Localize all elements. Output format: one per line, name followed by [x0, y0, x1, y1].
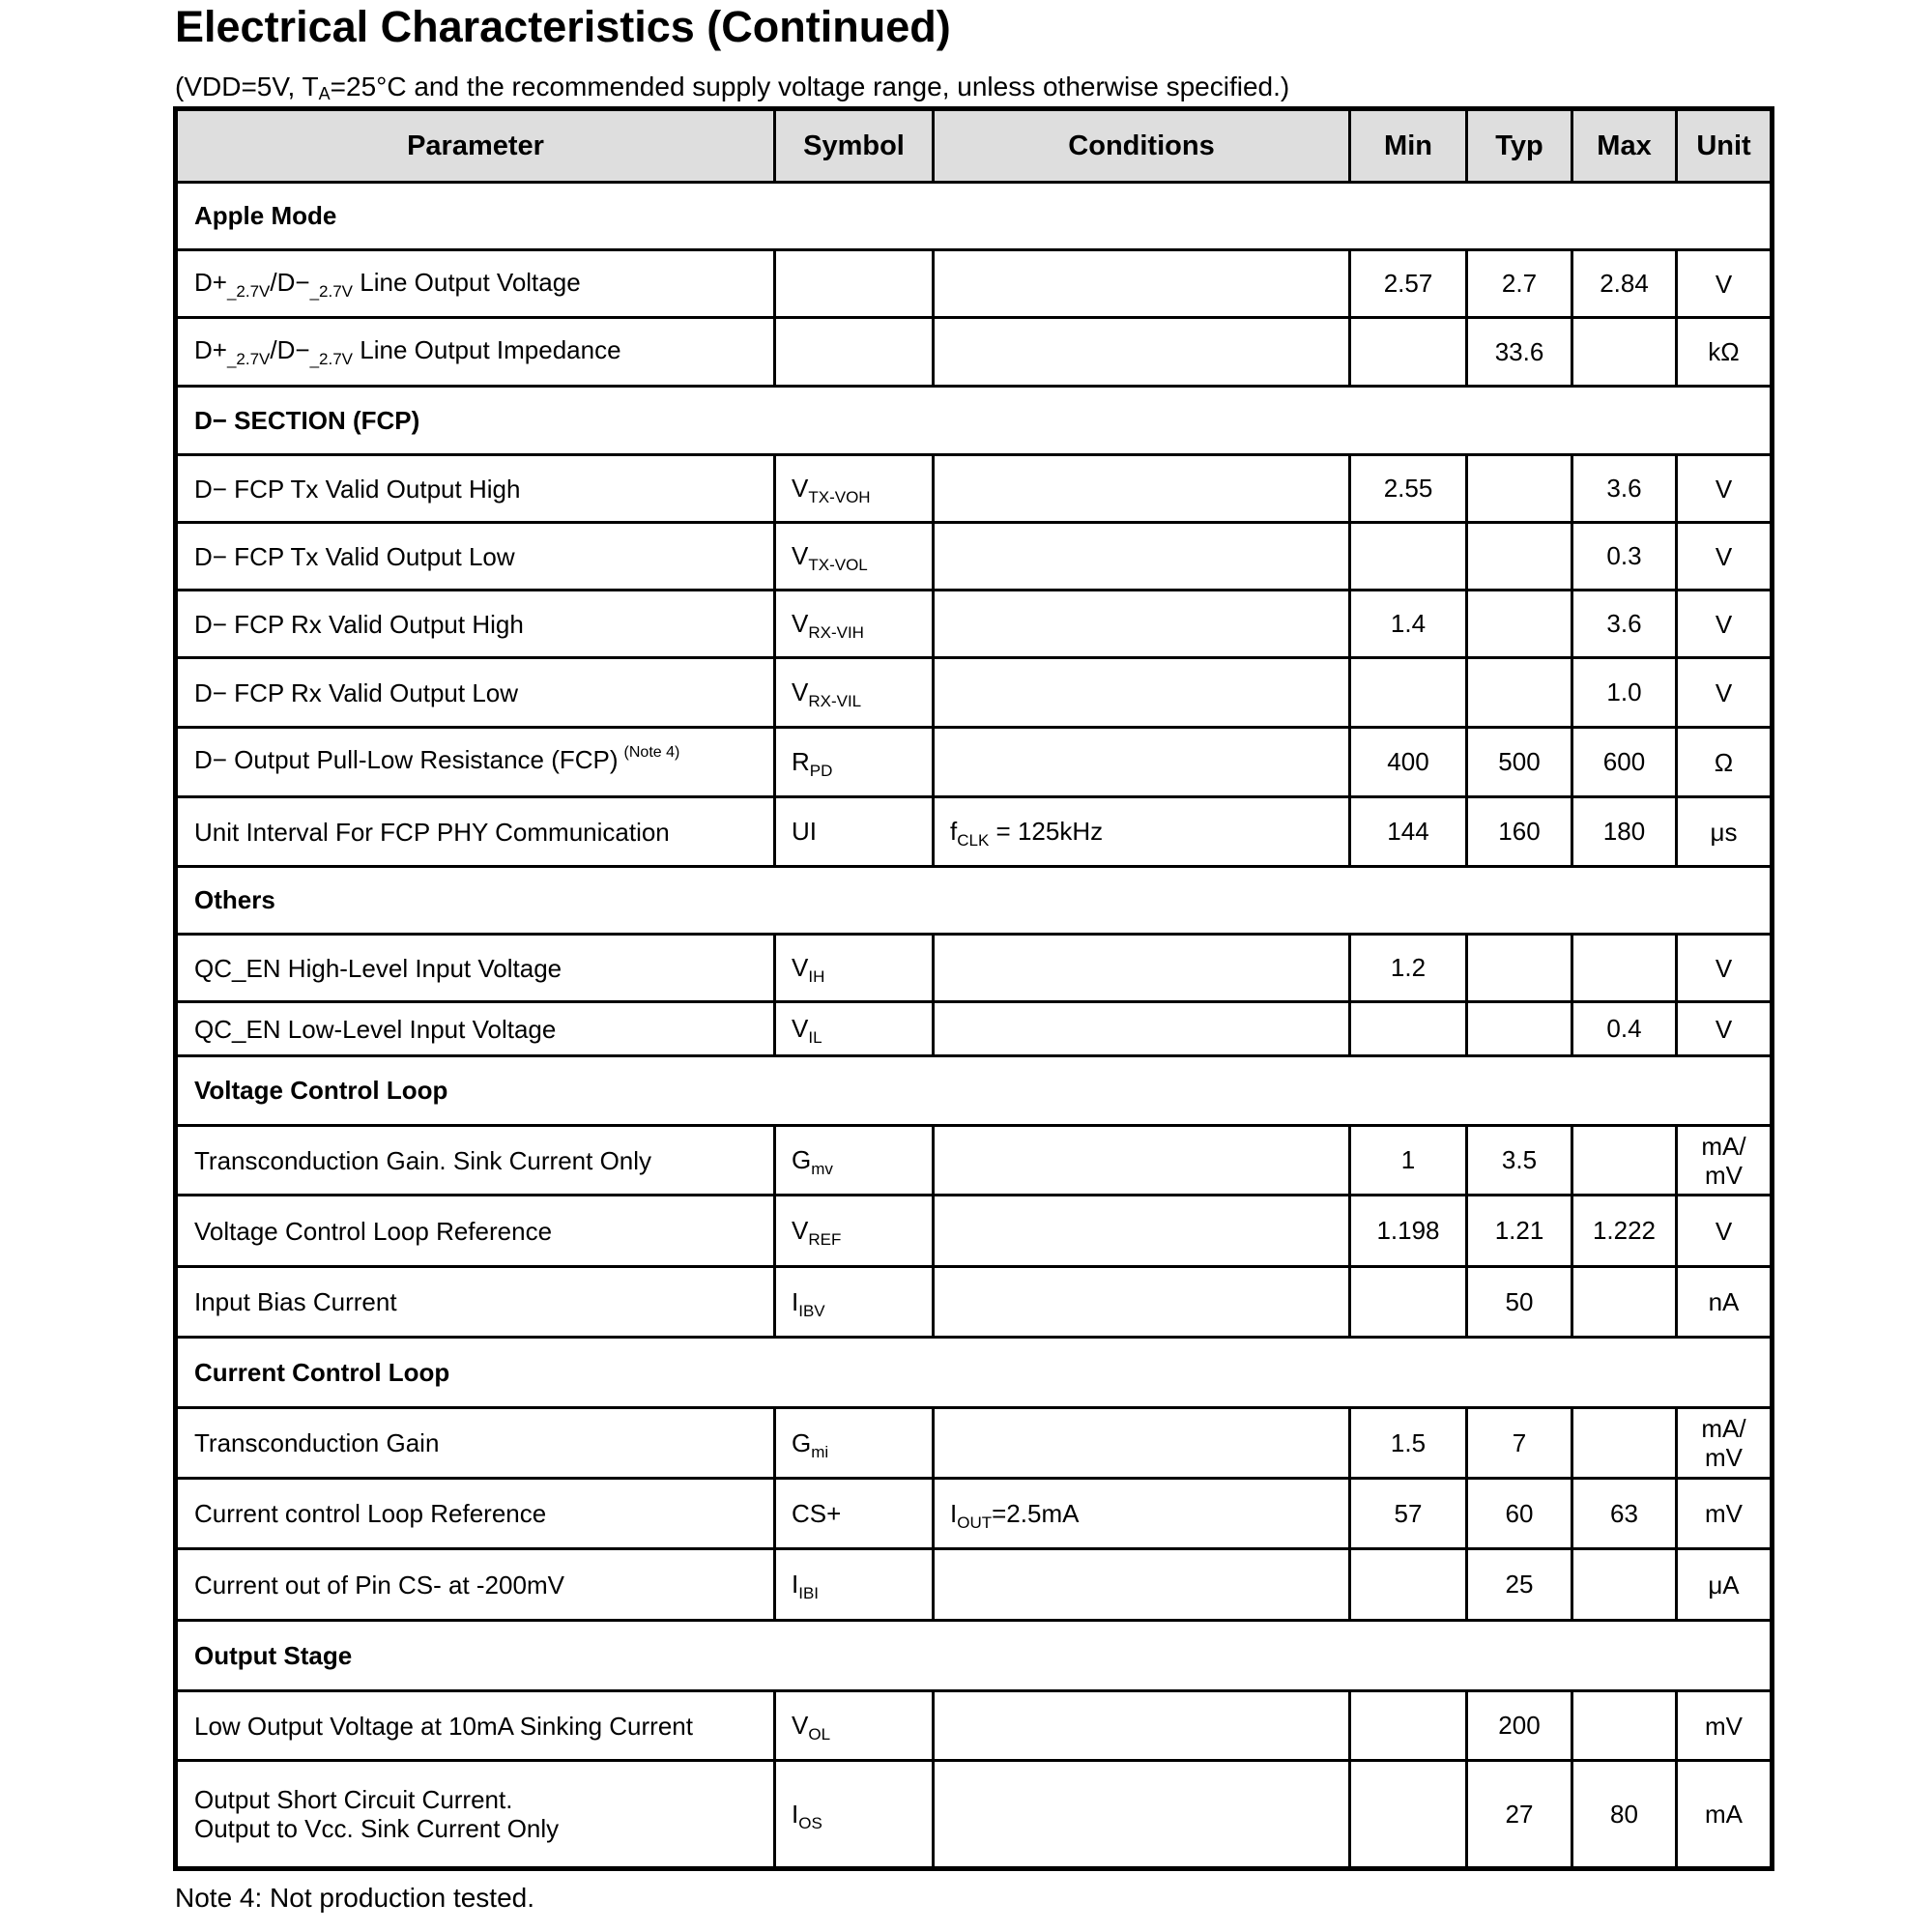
- param-text: /D−: [270, 267, 310, 297]
- symbol-cell: [775, 523, 934, 591]
- unit-cell: Ω: [1677, 728, 1773, 797]
- table-row: [176, 1479, 1773, 1549]
- symbol-cell: [775, 1549, 934, 1621]
- unit-cell: V: [1677, 591, 1773, 658]
- typ-cell: [1467, 523, 1572, 591]
- condition-text: =2.5mA: [992, 1498, 1080, 1528]
- typ-cell: 27: [1467, 1761, 1572, 1869]
- symbol-subscript: PD: [809, 762, 833, 780]
- max-cell: [1572, 1408, 1677, 1479]
- typ-cell: 500: [1467, 728, 1572, 797]
- symbol-text: G: [792, 1145, 812, 1174]
- symbol-cell: [775, 1408, 934, 1479]
- typ-cell: 200: [1467, 1691, 1572, 1761]
- param-line-2: Output to Vcc. Sink Current Only: [194, 1814, 560, 1843]
- footnote: Note 4: Not production tested.: [175, 1883, 534, 1913]
- symbol-text: I: [792, 1570, 799, 1599]
- min-cell: 1.5: [1350, 1408, 1467, 1479]
- max-cell: 63: [1572, 1479, 1677, 1549]
- table-row: [176, 1267, 1773, 1338]
- max-cell: [1572, 935, 1677, 1002]
- conditions-subtitle: [175, 72, 1289, 104]
- unit-cell: V: [1677, 658, 1773, 728]
- param-cell: QC_EN High-Level Input Voltage: [176, 935, 775, 1002]
- symbol-subscript: OL: [808, 1725, 831, 1744]
- max-cell: 600: [1572, 728, 1677, 797]
- symbol-cell: UI: [775, 797, 934, 867]
- symbol-cell: [775, 591, 934, 658]
- header-unit: Unit: [1677, 109, 1773, 183]
- typ-cell: [1467, 935, 1572, 1002]
- symbol-subscript: OS: [798, 1813, 822, 1832]
- typ-cell: [1467, 591, 1572, 658]
- typ-cell: 60: [1467, 1479, 1572, 1549]
- unit-cell: μs: [1677, 797, 1773, 867]
- param-cell: D− FCP Tx Valid Output High: [176, 455, 775, 523]
- symbol-text: I: [792, 1286, 799, 1316]
- param-cell: D− FCP Rx Valid Output Low: [176, 658, 775, 728]
- section-voltage-control-loop: Voltage Control Loop: [176, 1056, 1773, 1126]
- symbol-text: I: [792, 1799, 799, 1829]
- param-cell: Voltage Control Loop Reference: [176, 1196, 775, 1267]
- max-cell: 0.4: [1572, 1002, 1677, 1056]
- header-typ: Typ: [1467, 109, 1572, 183]
- unit-cell: V: [1677, 455, 1773, 523]
- param-cell: Transconduction Gain. Sink Current Only: [176, 1126, 775, 1196]
- condition-text: I: [950, 1498, 958, 1528]
- symbol-subscript: IL: [808, 1028, 822, 1047]
- param-cell: [176, 1761, 775, 1869]
- symbol-cell: CS+: [775, 1479, 934, 1549]
- symbol-text: V: [792, 953, 809, 982]
- conditions-cell: [934, 1002, 1350, 1056]
- max-cell: 0.3: [1572, 523, 1677, 591]
- section-row: [176, 867, 1773, 935]
- page-title: Electrical Characteristics (Continued): [175, 2, 951, 51]
- conditions-cell: [934, 1479, 1350, 1549]
- conditions-cell: [934, 455, 1350, 523]
- conditions-cell: [934, 658, 1350, 728]
- table-row: [176, 523, 1773, 591]
- symbol-text: V: [792, 541, 809, 570]
- symbol-subscript: RX-VIL: [808, 692, 862, 710]
- min-cell: [1350, 318, 1467, 387]
- param-cell: Current control Loop Reference: [176, 1479, 775, 1549]
- section-apple-mode: Apple Mode: [176, 183, 1773, 250]
- unit-cell: V: [1677, 523, 1773, 591]
- min-cell: [1350, 1691, 1467, 1761]
- header-symbol: Symbol: [775, 109, 934, 183]
- param-text: /D−: [270, 335, 310, 364]
- condition-text: = 125kHz: [989, 817, 1104, 846]
- conditions-cell: [934, 250, 1350, 318]
- min-cell: 1.198: [1350, 1196, 1467, 1267]
- param-cell: QC_EN Low-Level Input Voltage: [176, 1002, 775, 1056]
- section-d-minus-fcp: D− SECTION (FCP): [176, 387, 1773, 455]
- typ-cell: 2.7: [1467, 250, 1572, 318]
- typ-cell: [1467, 455, 1572, 523]
- section-current-control-loop: Current Control Loop: [176, 1338, 1773, 1408]
- section-row: [176, 1621, 1773, 1691]
- symbol-subscript: RX-VIH: [808, 623, 864, 642]
- table-row: [176, 1761, 1773, 1869]
- symbol-cell: [775, 455, 934, 523]
- max-cell: 3.6: [1572, 455, 1677, 523]
- symbol-subscript: IBI: [798, 1584, 820, 1602]
- symbol-text: V: [792, 474, 809, 503]
- unit-line-2: mV: [1705, 1160, 1743, 1190]
- conditions-cell: [934, 318, 1350, 387]
- typ-cell: 3.5: [1467, 1126, 1572, 1196]
- symbol-text: V: [792, 609, 809, 638]
- max-cell: [1572, 1549, 1677, 1621]
- param-text: D− Output Pull-Low Resistance (FCP): [194, 745, 619, 774]
- min-cell: 57: [1350, 1479, 1467, 1549]
- symbol-text: V: [792, 1711, 809, 1740]
- min-cell: [1350, 523, 1467, 591]
- symbol-cell: [775, 250, 934, 318]
- symbol-cell: [775, 728, 934, 797]
- unit-cell: V: [1677, 1002, 1773, 1056]
- conditions-cell: [934, 1408, 1350, 1479]
- param-subscript: _2.7V: [226, 350, 271, 368]
- table-row: [176, 1196, 1773, 1267]
- conditions-cell: [934, 797, 1350, 867]
- param-cell: [176, 318, 775, 387]
- typ-cell: [1467, 658, 1572, 728]
- conditions-cell: [934, 591, 1350, 658]
- conditions-cell: [934, 1761, 1350, 1869]
- param-cell: Transconduction Gain: [176, 1408, 775, 1479]
- symbol-cell: [775, 1761, 934, 1869]
- symbol-cell: [775, 935, 934, 1002]
- header-conditions: Conditions: [934, 109, 1350, 183]
- symbol-subscript: REF: [808, 1230, 842, 1249]
- unit-cell: [1677, 1126, 1773, 1196]
- unit-line-1: mA/: [1701, 1414, 1746, 1443]
- typ-cell: [1467, 1002, 1572, 1056]
- conditions-cell: [934, 935, 1350, 1002]
- subtitle-suffix: =25°C and the recommended supply voltage range, unless otherwise specified.): [330, 72, 1290, 101]
- min-cell: [1350, 1549, 1467, 1621]
- conditions-cell: [934, 1549, 1350, 1621]
- conditions-cell: [934, 1196, 1350, 1267]
- max-cell: 3.6: [1572, 591, 1677, 658]
- conditions-cell: [934, 1267, 1350, 1338]
- symbol-cell: [775, 1002, 934, 1056]
- unit-cell: mV: [1677, 1479, 1773, 1549]
- unit-cell: nA: [1677, 1267, 1773, 1338]
- symbol-subscript: TX-VOH: [808, 488, 871, 506]
- subtitle-subscript: A: [318, 84, 331, 103]
- symbol-cell: [775, 658, 934, 728]
- unit-cell: V: [1677, 1196, 1773, 1267]
- param-cell: [176, 728, 775, 797]
- min-cell: 1: [1350, 1126, 1467, 1196]
- unit-line-2: mV: [1705, 1443, 1743, 1472]
- symbol-subscript: mv: [811, 1160, 833, 1178]
- max-cell: 2.84: [1572, 250, 1677, 318]
- unit-cell: kΩ: [1677, 318, 1773, 387]
- param-cell: Input Bias Current: [176, 1267, 775, 1338]
- min-cell: 2.57: [1350, 250, 1467, 318]
- symbol-cell: [775, 1196, 934, 1267]
- note-reference: (Note 4): [623, 744, 680, 761]
- symbol-text: G: [792, 1427, 812, 1457]
- max-cell: [1572, 1126, 1677, 1196]
- section-row: [176, 183, 1773, 250]
- typ-cell: 33.6: [1467, 318, 1572, 387]
- unit-cell: μA: [1677, 1549, 1773, 1621]
- conditions-cell: [934, 1126, 1350, 1196]
- unit-cell: mA: [1677, 1761, 1773, 1869]
- table-row: [176, 1549, 1773, 1621]
- max-cell: [1572, 1691, 1677, 1761]
- header-row: [176, 109, 1773, 183]
- min-cell: 1.4: [1350, 591, 1467, 658]
- section-row: [176, 387, 1773, 455]
- table-row: [176, 1691, 1773, 1761]
- min-cell: 400: [1350, 728, 1467, 797]
- min-cell: [1350, 1002, 1467, 1056]
- unit-line-1: mA/: [1701, 1131, 1746, 1161]
- min-cell: 1.2: [1350, 935, 1467, 1002]
- symbol-subscript: IH: [808, 967, 825, 986]
- electrical-characteristics-table: [173, 106, 1774, 1871]
- min-cell: 144: [1350, 797, 1467, 867]
- typ-cell: 160: [1467, 797, 1572, 867]
- typ-cell: 1.21: [1467, 1196, 1572, 1267]
- symbol-cell: [775, 1126, 934, 1196]
- symbol-text: V: [792, 1216, 809, 1245]
- typ-cell: 7: [1467, 1408, 1572, 1479]
- min-cell: 2.55: [1350, 455, 1467, 523]
- table-row: [176, 935, 1773, 1002]
- table-row: [176, 250, 1773, 318]
- param-cell: D− FCP Tx Valid Output Low: [176, 523, 775, 591]
- param-cell: Low Output Voltage at 10mA Sinking Current: [176, 1691, 775, 1761]
- param-subscript: _2.7V: [309, 350, 354, 368]
- section-output-stage: Output Stage: [176, 1621, 1773, 1691]
- unit-cell: V: [1677, 250, 1773, 318]
- param-cell: D− FCP Rx Valid Output High: [176, 591, 775, 658]
- unit-cell: V: [1677, 935, 1773, 1002]
- header-parameter: Parameter: [176, 109, 775, 183]
- conditions-cell: [934, 1691, 1350, 1761]
- unit-cell: [1677, 1408, 1773, 1479]
- max-cell: 1.222: [1572, 1196, 1677, 1267]
- symbol-text: R: [792, 747, 810, 776]
- symbol-cell: [775, 1267, 934, 1338]
- param-text: D+: [194, 335, 227, 364]
- table-row: [176, 1408, 1773, 1479]
- symbol-text: V: [792, 1014, 809, 1043]
- param-subscript: _2.7V: [309, 281, 354, 301]
- condition-text: f: [950, 817, 958, 846]
- table-row: [176, 591, 1773, 658]
- table-row: [176, 318, 1773, 387]
- typ-cell: 25: [1467, 1549, 1572, 1621]
- header-max: Max: [1572, 109, 1677, 183]
- typ-cell: 50: [1467, 1267, 1572, 1338]
- section-row: [176, 1338, 1773, 1408]
- symbol-subscript: IBV: [798, 1301, 825, 1320]
- table-row: [176, 728, 1773, 797]
- section-row: [176, 1056, 1773, 1126]
- conditions-cell: [934, 523, 1350, 591]
- condition-subscript: OUT: [957, 1513, 993, 1532]
- param-subscript: _2.7V: [226, 281, 271, 301]
- symbol-text: V: [792, 677, 809, 706]
- param-text: Line Output Voltage: [353, 267, 581, 297]
- min-cell: [1350, 1761, 1467, 1869]
- symbol-subscript: TX-VOL: [808, 556, 868, 574]
- symbol-subscript: mi: [811, 1442, 829, 1461]
- param-text: D+: [194, 267, 227, 297]
- max-cell: [1572, 318, 1677, 387]
- max-cell: 80: [1572, 1761, 1677, 1869]
- max-cell: [1572, 1267, 1677, 1338]
- unit-cell: mV: [1677, 1691, 1773, 1761]
- table-row: [176, 455, 1773, 523]
- param-line-1: Output Short Circuit Current.: [194, 1785, 513, 1814]
- max-cell: 1.0: [1572, 658, 1677, 728]
- min-cell: [1350, 658, 1467, 728]
- param-cell: Unit Interval For FCP PHY Communication: [176, 797, 775, 867]
- table-row: [176, 797, 1773, 867]
- param-text: Line Output Impedance: [353, 335, 621, 364]
- max-cell: 180: [1572, 797, 1677, 867]
- symbol-cell: [775, 318, 934, 387]
- param-cell: [176, 250, 775, 318]
- param-cell: Current out of Pin CS- at -200mV: [176, 1549, 775, 1621]
- table-row: [176, 1126, 1773, 1196]
- table-row: [176, 1002, 1773, 1056]
- conditions-cell: [934, 728, 1350, 797]
- subtitle-prefix: (VDD=5V, T: [175, 72, 319, 101]
- min-cell: [1350, 1267, 1467, 1338]
- section-others: Others: [176, 867, 1773, 935]
- header-min: Min: [1350, 109, 1467, 183]
- symbol-cell: [775, 1691, 934, 1761]
- table-row: [176, 658, 1773, 728]
- condition-subscript: CLK: [957, 831, 990, 850]
